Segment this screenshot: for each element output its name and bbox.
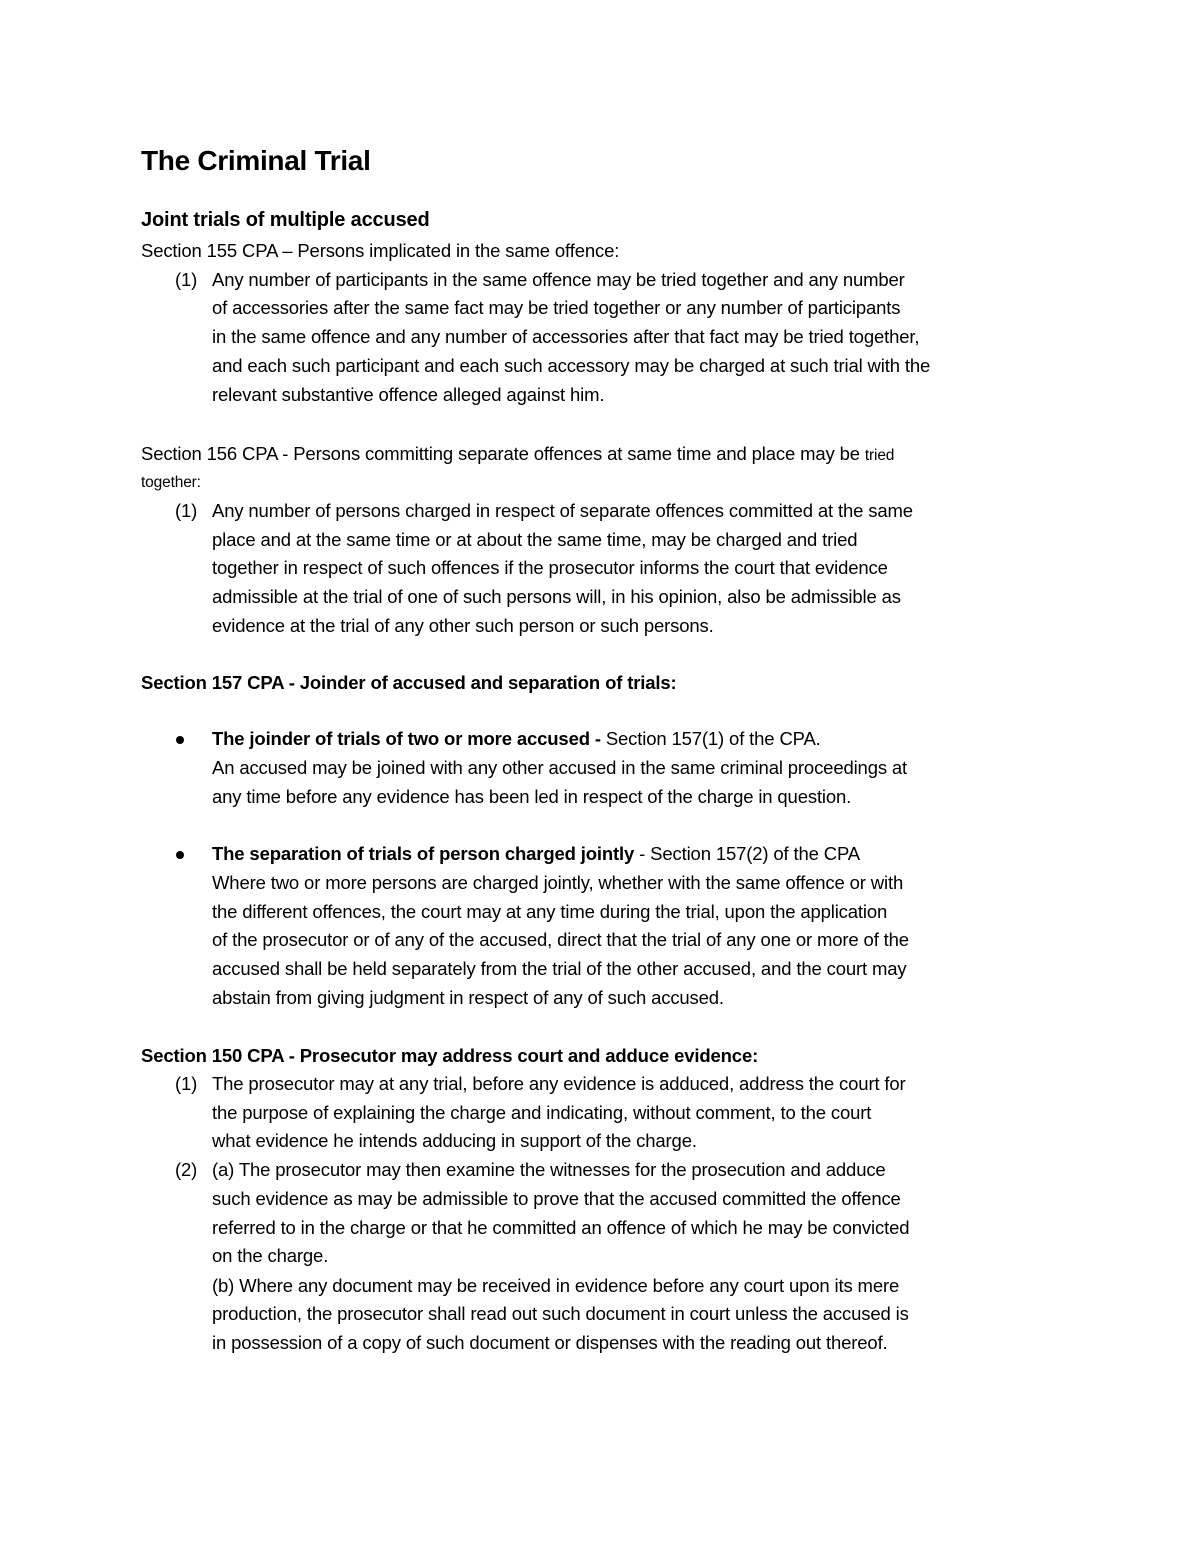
section-156-line: together in respect of such offences if the prosecutor informs the court that evidence xyxy=(212,557,888,578)
section-155-line: and each such participant and each such accessory may be charged at such trial with the xyxy=(212,355,931,376)
bullet-title xyxy=(212,728,821,750)
bullet-line: abstain from giving judgment in respect of any of such accused. xyxy=(212,987,724,1008)
section-150-line: what evidence he intends adducing in support of the charge. xyxy=(212,1130,697,1151)
section-156-heading xyxy=(141,443,894,467)
section-heading-joint-trials: Joint trials of multiple accused xyxy=(141,209,430,231)
section-156-line: evidence at the trial of any other such person or such persons. xyxy=(212,615,714,636)
bullet-line: accused shall be held separately from the trial of the other accused, and the court may xyxy=(212,958,907,979)
heading-text: Section 156 CPA - Persons committing separate offences at same time and place may be xyxy=(141,443,865,464)
section-150-line: (a) The prosecutor may then examine the witnesses for the prosecution and adduce xyxy=(212,1159,886,1180)
section-150-line: such evidence as may be admissible to prove that the accused committed the offence xyxy=(212,1188,901,1209)
section-150-line: the purpose of explaining the charge and indicating, without comment, to the court xyxy=(212,1102,872,1123)
bullet-title xyxy=(212,843,860,865)
bullet-icon xyxy=(176,736,184,744)
section-155-heading: Section 155 CPA – Persons implicated in the same offence: xyxy=(141,240,620,261)
bullet-reference: - Section 157(2) of the CPA xyxy=(634,843,860,864)
section-150-line: referred to in the charge or that he committed an offence of which he may be convicted xyxy=(212,1217,910,1238)
section-156-line: place and at the same time or at about the same time, may be charged and tried xyxy=(212,529,858,550)
section-155-line: in the same offence and any number of accessories after that fact may be tried together, xyxy=(212,326,920,347)
section-156-line: admissible at the trial of one of such persons will, in his opinion, also be admissible as xyxy=(212,586,901,607)
document-title: The Criminal Trial xyxy=(141,145,371,176)
bullet-line: An accused may be joined with any other accused in the same criminal proceedings at xyxy=(212,757,908,778)
bullet-icon xyxy=(176,851,184,859)
section-150-line: production, the prosecutor shall read out such document in court unless the accused is xyxy=(212,1303,909,1324)
section-150-line: on the charge. xyxy=(212,1245,329,1266)
item-number: (1) xyxy=(175,1073,198,1094)
bullet-bold-title: The separation of trials of person charged jointly xyxy=(212,843,635,864)
bullet-line: of the prosecutor or of any of the accused, direct that the trial of any one or more of the xyxy=(212,929,909,950)
section-150-heading: Section 150 CPA - Prosecutor may address court and adduce evidence: xyxy=(141,1045,759,1066)
section-157-heading: Section 157 CPA - Joinder of accused and separation of trials: xyxy=(141,672,677,693)
bullet-line: Where two or more persons are charged jointly, whether with the same offence or with xyxy=(212,872,904,893)
heading-text: tried xyxy=(864,447,895,464)
section-150-line: The prosecutor may at any trial, before any evidence is adduced, address the court for xyxy=(212,1073,906,1094)
item-number: (2) xyxy=(175,1159,198,1180)
section-155-line: of accessories after the same fact may be tried together or any number of participants xyxy=(212,297,901,318)
bullet-line: the different offences, the court may at any time during the trial, upon the application xyxy=(212,901,888,922)
section-155-line: relevant substantive offence alleged against him. xyxy=(212,384,605,405)
section-150-line: in possession of a copy of such document or dispenses with the reading out thereof. xyxy=(212,1332,888,1353)
section-156-heading-cont: together: xyxy=(141,474,201,491)
section-156-line: Any number of persons charged in respect of separate offences committed at the same xyxy=(212,500,913,521)
section-150-line: (b) Where any document may be received in evidence before any court upon its mere xyxy=(212,1275,900,1296)
bullet-bold-title: The joinder of trials of two or more accused - xyxy=(212,728,601,749)
item-number: (1) xyxy=(175,500,198,521)
bullet-reference: Section 157(1) of the CPA. xyxy=(600,728,821,749)
section-155-line: Any number of participants in the same offence may be tried together and any number xyxy=(212,269,905,290)
bullet-line: any time before any evidence has been led in respect of the charge in question. xyxy=(212,786,852,807)
item-number: (1) xyxy=(175,269,198,290)
